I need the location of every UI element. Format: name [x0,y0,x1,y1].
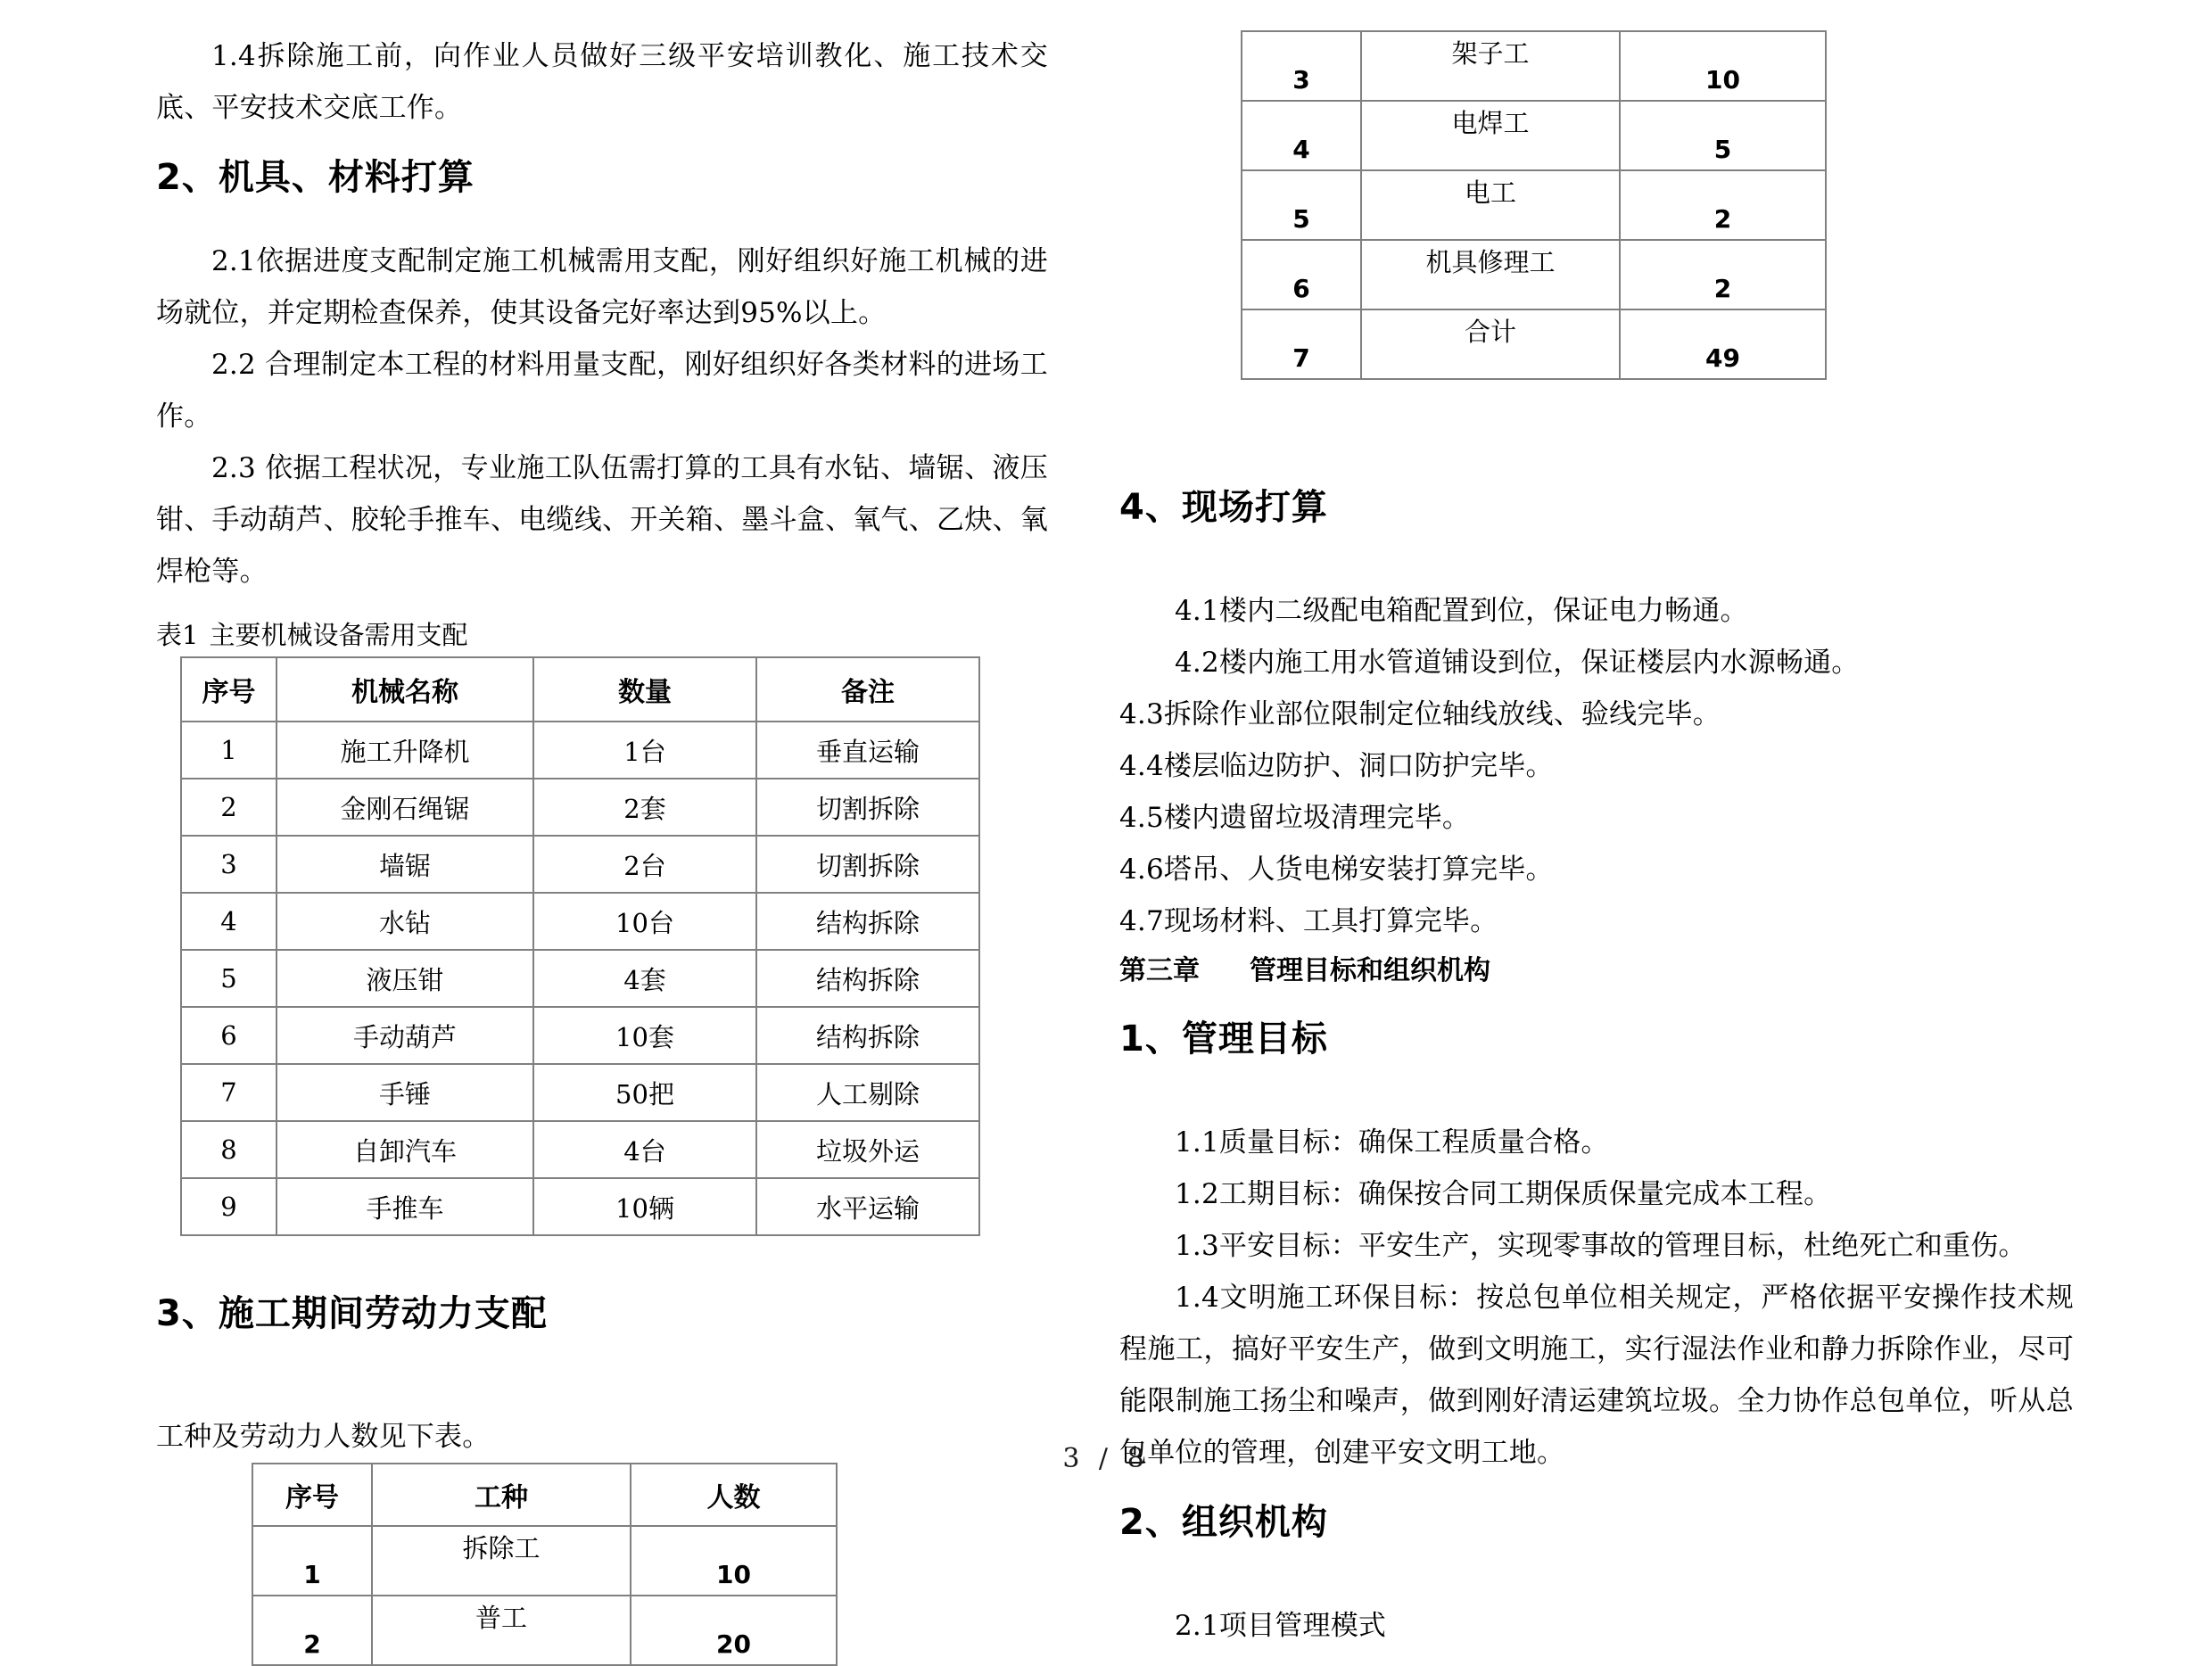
cell-index: 1 [252,1526,372,1596]
table-row [252,1526,837,1596]
column-header-remark: 备注 [756,657,979,722]
labour-intro-text: 工种及劳动力人数见下表。 [156,1421,491,1453]
table-row-total [1242,309,1826,379]
spacer [1119,1550,2074,1600]
heading-2-organization: 2、组织机构 [1119,1502,1328,1543]
column-header-quantity: 数量 [533,657,756,722]
table-row [181,1007,979,1064]
table1-caption [156,614,1048,656]
top-spacer [156,0,1048,30]
cell-index: 2 [181,779,276,836]
table-row [1242,170,1826,240]
table-row [181,893,979,950]
cell-remark: 垂直运输 [756,722,979,779]
cell-machine: 手推车 [276,1178,533,1235]
cell-machine: 手动葫芦 [276,1007,533,1064]
spacer [156,1341,1048,1411]
chapter-3-title: 管理目标和组织机构 [1250,955,1490,986]
spacer [156,134,1048,150]
column-header-trade: 工种 [372,1464,631,1526]
column-header-count: 人数 [631,1464,837,1526]
paragraph-1-4-environment: 1.4文明施工环保目标：按总包单位相关规定，严格依据平安操作技术规程施工，搞好平安生产，做到文明施工，实行湿法作业和静力拆除作业，尽可能限制施工扬尘和噪声，做到刚好清运建筑垃圾。全力协作总包单位，听从总包单位的管理，创建平安文明工地。 [1119,1282,2074,1469]
cell-count: 10 [631,1526,837,1596]
paragraph-4-3: 4.3拆除作业部位限制定位轴线放线、验线完毕。 [1119,698,1721,730]
cell-machine: 金刚石绳锯 [276,779,533,836]
paragraph-4-5: 4.5楼内遗留垃圾清理完毕。 [1119,802,1471,834]
cell-index: 5 [181,950,276,1007]
labour-table-part-2 [1241,30,1827,380]
top-spacer [1119,0,2074,30]
cell-remark: 切割拆除 [756,836,979,893]
spacer [1119,995,2074,1011]
column-header-index: 序号 [181,657,276,722]
column-header-machine: 机械名称 [276,657,533,722]
cell-count: 2 [1620,170,1826,240]
right-column [1119,0,2074,1642]
paragraph-1-2: 1.2工期目标：确保按合同工期保质保量完成本工程。 [1175,1178,1832,1210]
cell-machine: 手锤 [276,1064,533,1121]
table-row [181,722,979,779]
heading-2-tools-materials: 2、机具、材料打算 [156,157,475,198]
table-row [181,836,979,893]
cell-machine: 施工升降机 [276,722,533,779]
table-row [1242,240,1826,309]
table1-caption-title: 主要机械设备需用支配 [209,620,468,650]
cell-trade: 拆除工 [372,1526,631,1596]
cell-quantity: 4套 [533,950,756,1007]
table-row [181,1064,979,1121]
spacer [156,205,1048,235]
cell-count: 2 [1620,240,1826,309]
paragraph-1-4: 1.4拆除施工前，向作业人员做好三级平安培训教化、施工技术交底、平安技术交底工作。 [156,40,1048,124]
cell-quantity: 10台 [533,893,756,950]
cell-index: 8 [181,1121,276,1178]
cell-index: 6 [181,1007,276,1064]
paragraph-2-3: 2.3 依据工程状况，专业施工队伍需打算的工具有水钻、墙锯、液压钳、手动葫芦、胶轮手推车、电缆线、开关箱、墨斗盒、氧气、乙炔、氧焊枪等。 [156,452,1048,588]
table-row [1242,31,1826,101]
cell-index: 5 [1242,170,1361,240]
cell-quantity: 10套 [533,1007,756,1064]
paragraph-2-1-management-mode: 2.1项目管理模式 [1175,1610,1387,1642]
paragraph-2-2: 2.2 合理制定本工程的材料用量支配，刚好组织好各类材料的进场工作。 [156,349,1048,433]
cell-quantity: 4台 [533,1121,756,1178]
table-row [1242,101,1826,170]
table-row [252,1596,837,1665]
cell-trade: 电工 [1361,170,1620,240]
chapter-3-heading [1119,947,2074,995]
spacer [1119,380,2074,449]
heading-4-site-preparation: 4、现场打算 [1119,487,1328,528]
spacer [156,1236,1048,1286]
table-row [181,950,979,1007]
spacer [1119,1479,2074,1495]
cell-quantity: 1台 [533,722,756,779]
cell-machine: 自卸汽车 [276,1121,533,1178]
cell-index: 7 [1242,309,1361,379]
paragraph-4-1: 4.1楼内二级配电箱配置到位，保证电力畅通。 [1175,595,1748,627]
paragraph-4-6: 4.6塔吊、人货电梯安装打算完毕。 [1119,854,1554,886]
cell-quantity: 2台 [533,836,756,893]
cell-trade-total: 合计 [1361,309,1620,379]
cell-remark: 结构拆除 [756,1007,979,1064]
cell-index: 9 [181,1178,276,1235]
heading-3-labour-allocation: 3、施工期间劳动力支配 [156,1293,548,1334]
table-row [181,779,979,836]
cell-index: 6 [1242,240,1361,309]
cell-index: 3 [1242,31,1361,101]
cell-index: 1 [181,722,276,779]
table1-caption-label: 表1 [156,620,199,650]
cell-trade: 机具修理工 [1361,240,1620,309]
paragraph-1-3: 1.3平安目标：平安生产，实现零事故的管理目标，杜绝死亡和重伤。 [1175,1230,2026,1262]
table-header-row [181,657,979,722]
paragraph-1-1: 1.1质量目标：确保工程质量合格。 [1175,1126,1609,1159]
cell-machine: 液压钳 [276,950,533,1007]
paragraph-2-1: 2.1依据进度支配制定施工机械需用支配，刚好组织好施工机械的进场就位，并定期检查保养，使其设备完好率达到95%以上。 [156,245,1048,329]
cell-remark: 切割拆除 [756,779,979,836]
cell-count: 10 [1620,31,1826,101]
paragraph-4-4: 4.4楼层临边防护、洞口防护完毕。 [1119,750,1554,782]
column-header-index: 序号 [252,1464,372,1526]
spacer [1119,1067,2074,1117]
paragraph-4-7: 4.7现场材料、工具打算完毕。 [1119,905,1498,937]
cell-remark: 结构拆除 [756,950,979,1007]
cell-machine: 水钻 [276,893,533,950]
table-row [181,1121,979,1178]
cell-quantity: 10辆 [533,1178,756,1235]
labour-table-part-1 [252,1463,838,1666]
cell-remark: 垃圾外运 [756,1121,979,1178]
cell-index: 7 [181,1064,276,1121]
cell-remark: 人工剔除 [756,1064,979,1121]
cell-quantity: 50把 [533,1064,756,1121]
chapter-3-label: 第三章 [1119,955,1200,986]
cell-remark: 结构拆除 [756,893,979,950]
spacer [156,598,1048,614]
cell-machine: 墙锯 [276,836,533,893]
cell-index: 4 [1242,101,1361,170]
cell-index: 2 [252,1596,372,1665]
cell-quantity: 2套 [533,779,756,836]
cell-count-total: 49 [1620,309,1826,379]
paragraph-4-2: 4.2楼内施工用水管道铺设到位，保证楼层内水源畅通。 [1175,647,1860,679]
spacer [1119,449,2074,480]
left-column [156,0,1048,1659]
cell-index: 3 [181,836,276,893]
cell-trade: 电焊工 [1361,101,1620,170]
cell-count: 20 [631,1596,837,1665]
cell-remark: 水平运输 [756,1178,979,1235]
cell-index: 4 [181,893,276,950]
cell-count: 5 [1620,101,1826,170]
equipment-table [180,656,980,1236]
cell-trade: 普工 [372,1596,631,1665]
heading-1-management-goals: 1、管理目标 [1119,1019,1328,1060]
cell-trade: 架子工 [1361,31,1620,101]
table-row [181,1178,979,1235]
page-footer: 3 / 8 [1062,1443,1150,1474]
spacer [1119,535,2074,585]
